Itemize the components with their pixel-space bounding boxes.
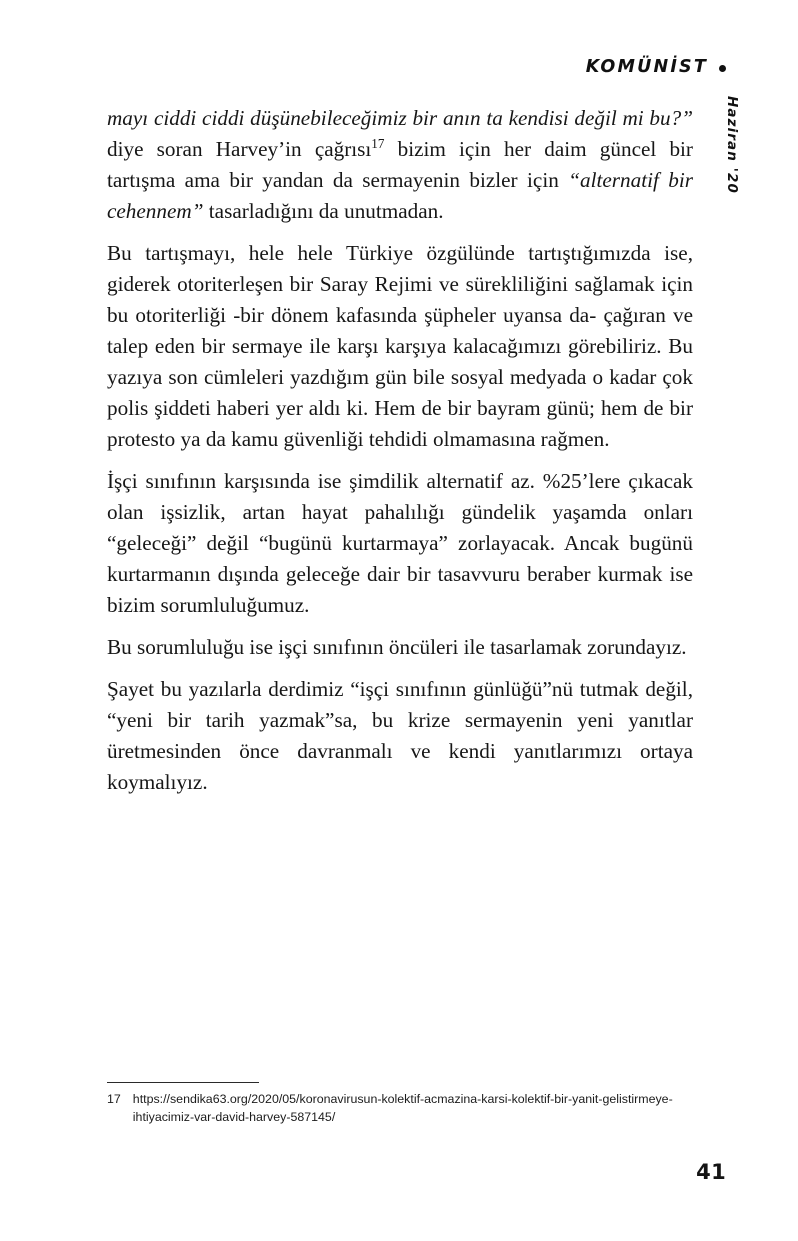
footnote-url[interactable]: https://sendika63.org/2020/05/koronavirusun-kolektif-acmazina-karsi-kolektif-bir-yanit-gelistirmeye-ihtiyacimiz-var-david-harvey-587145/ (132, 1092, 673, 1124)
publication-title: KOMÜNİST (585, 57, 708, 77)
page-number: 41 (696, 1160, 726, 1184)
text-run: bizim için her daim güncel bir tartışma ama bir yandan da sermayenin bizler için (107, 137, 693, 192)
body-paragraph (107, 674, 693, 798)
issue-date-label: Haziran '20 (724, 96, 740, 194)
text-run: tasarladığını da unutmadan. (203, 199, 444, 223)
text-run: diye soran Harvey’in çağrısı (107, 137, 372, 161)
footnote-area (107, 1082, 693, 1126)
text-run: Bu sorumluluğu ise işçi sınıfının öncüleri ile tasarlamak zorundayız. (107, 635, 687, 659)
footnote-reference[interactable]: 17 (371, 135, 385, 151)
emphasis-run: mayı ciddi ciddi düşünebileceğimiz bir anın ta kendisi değil mi bu?” (107, 106, 693, 130)
text-run: Şayet bu yazılarla derdimiz “işçi sınıfının günlüğü”nü tutmak değil, “yeni bir tarih yazmak”sa, bu krize sermayenin yeni yanıtlar üretmesinden önce davranmalı ve kendi yanıtlarımızı ortaya koymalıyız. (107, 677, 693, 794)
footnote-number: 17 (107, 1092, 121, 1106)
text-run: Bu tartışmayı, hele hele Türkiye özgülünde tartıştığımızda ise, giderek otoriterleşen bir Saray Rejimi ve sürekliliğini sağlamak için bu otoriterliği -bir dönem kafasında şüpheler uyansa da- çağıran ve talep eden bir sermaye ile karşı karşıya kalacağımızı görebiliriz. Bu yazıya son cümleleri yazdığım gün bile sosyal medyada o kadar çok polis şiddeti haberi yer aldı ki. Hem de bir bayram günü; hem de bir protesto ya da kamu güvenliği tehdidi olmamasına rağmen. (107, 241, 693, 451)
footnote-separator-rule (107, 1082, 259, 1083)
running-header (586, 57, 726, 77)
body-paragraph (107, 103, 693, 227)
body-text-column (107, 103, 693, 798)
body-paragraph (107, 466, 693, 621)
text-run: İşçi sınıfının karşısında ise şimdilik alternatif az. %25’lere çıkacak olan işsizlik, artan hayat pahalılığı gündelik yaşamda onları “geleceği” değil “bugünü kurtarmaya” zorlayacak. Ancak bugünü kurtarmanın dışında geleceğe dair bir tasavvuru beraber kurmak ise bizim sorumluluğumuz. (107, 469, 693, 617)
issue-date-sidebar (721, 96, 743, 216)
body-paragraph (107, 238, 693, 455)
body-paragraph (107, 632, 693, 663)
bullet-dot-icon (719, 65, 726, 72)
footnote-entry (107, 1091, 693, 1126)
emphasis-run: “alternatif bir cehennem” (107, 168, 694, 223)
